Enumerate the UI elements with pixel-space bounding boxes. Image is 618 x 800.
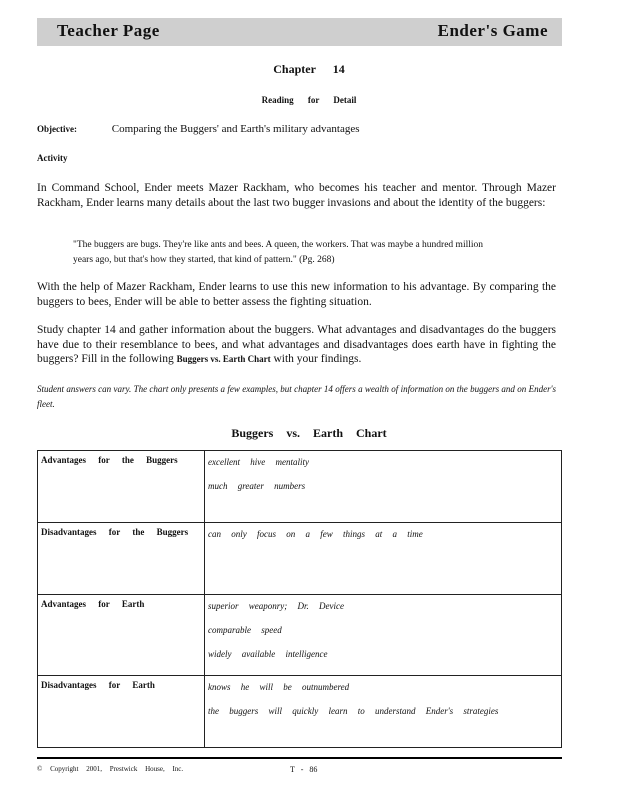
second-paragraph: With the help of Mazer Rackham, Ender learns to use this new information to his advantage. By comparing the buggers to bees, Ender will be able to better assess the fighting situation. [37,281,556,308]
instructions-text-end: with your findings. [273,353,362,365]
row-answers [205,523,562,595]
answer-item: much greater numbers [208,481,306,491]
row-answers [205,676,562,748]
footer-divider [37,757,562,759]
header-teacher-page: Teacher Page [57,21,160,40]
answer-item: knows he will be outnumbered [208,682,350,692]
teacher-note: Student answers can vary. The chart only presents a few examples, but chapter 14 offers a wealth of information on the buggers and on Ender's fleet. [37,384,556,409]
answer-item: excellent hive mentality [208,457,309,467]
chart-title: Buggers vs. Earth Chart [231,426,387,440]
answer-item: the buggers will quickly learn to understand Ender's strategies [208,706,499,716]
intro-paragraph: In Command School, Ender meets Mazer Rackham, who becomes his teacher and mentor. Through Mazer Rackham, Ender learns many details about the last two bugger invasions and about the identity of the buggers: [37,182,556,209]
copyright-notice: © Copyright 2001, Prestwick House, Inc. [37,765,184,773]
objective-label: Objective: [37,124,77,134]
objective-text: Comparing the Buggers' and Earth's military advantages [111,123,360,135]
row-answers [205,451,562,523]
instructions-paragraph [37,323,556,367]
table-row [38,523,562,595]
header-book-title: Ender's Game [437,21,548,40]
objective-line [37,122,556,137]
activity-label: Activity [37,153,68,163]
table-row [38,595,562,676]
row-label: Advantages for the Buggers [38,451,205,523]
page-header-bar [37,18,562,46]
row-label: Disadvantages for Earth [38,676,205,748]
instructions-text: Study chapter 14 and gather information about the buggers. What advantages and disadvantages do the buggers have due to their resemblance to bees, and what advantages and disadvantages does earth have in fighting the buggers? Fill in the following [37,324,556,365]
book-quote: "The buggers are bugs. They're like ants and bees. A queen, the workers. That was maybe a hundred million years ago, but that's how they started, that kind of pattern." (Pg. 268) [73,240,483,265]
row-answers [205,595,562,676]
answer-item: widely available intelligence [208,649,328,659]
page-number: T - 86 [290,765,318,774]
answer-item: comparable speed [208,625,282,635]
row-label: Advantages for Earth [38,595,205,676]
answer-item: superior weaponry; Dr. Device [208,601,344,611]
buggers-vs-earth-table [37,450,562,748]
table-row [38,451,562,523]
chapter-title: Chapter 14 [273,62,345,76]
instructions-chart-name: Buggers vs. Earth Chart [176,354,271,364]
row-label: Disadvantages for the Buggers [38,523,205,595]
answer-item: can only focus on a few things at a time [208,529,423,539]
section-subhead: Reading for Detail [261,95,357,105]
table-row [38,676,562,748]
